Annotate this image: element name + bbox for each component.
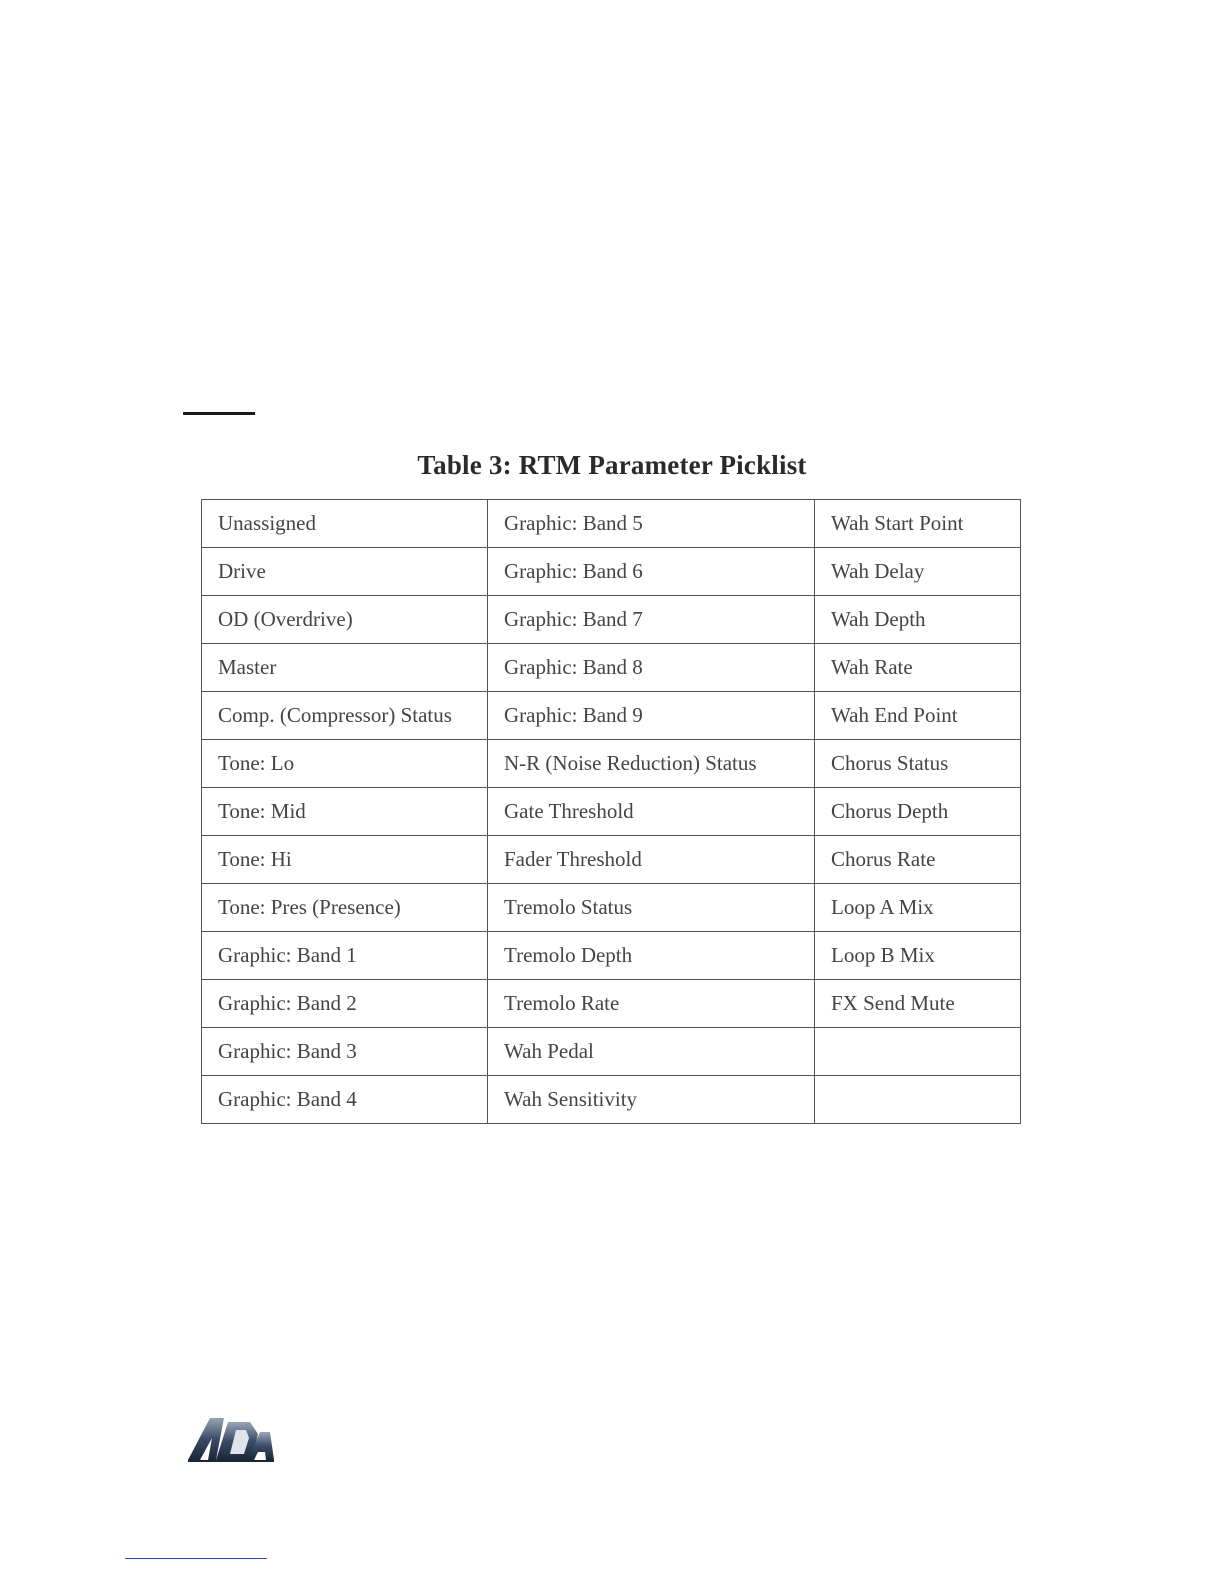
footer-link-underline bbox=[125, 1558, 267, 1559]
table-cell: Graphic: Band 5 bbox=[488, 500, 815, 548]
parameter-picklist-table bbox=[201, 499, 1021, 1124]
table-cell: OD (Overdrive) bbox=[202, 596, 488, 644]
table-cell: Gate Threshold bbox=[488, 788, 815, 836]
table-cell: Comp. (Compressor) Status bbox=[202, 692, 488, 740]
table-cell: N-R (Noise Reduction) Status bbox=[488, 740, 815, 788]
table-cell: Graphic: Band 9 bbox=[488, 692, 815, 740]
table-cell: Graphic: Band 8 bbox=[488, 644, 815, 692]
table-cell: Wah Sensitivity bbox=[488, 1076, 815, 1124]
table-cell: Loop B Mix bbox=[815, 932, 1021, 980]
table-cell: Tremolo Depth bbox=[488, 932, 815, 980]
table-cell: Graphic: Band 4 bbox=[202, 1076, 488, 1124]
table-cell: FX Send Mute bbox=[815, 980, 1021, 1028]
table-cell: Graphic: Band 1 bbox=[202, 932, 488, 980]
table-row bbox=[202, 692, 1021, 740]
ada-logo-icon bbox=[186, 1412, 276, 1462]
table-cell bbox=[815, 1028, 1021, 1076]
table-row bbox=[202, 740, 1021, 788]
table-cell: Chorus Status bbox=[815, 740, 1021, 788]
table-cell: Loop A Mix bbox=[815, 884, 1021, 932]
table-title: Table 3: RTM Parameter Picklist bbox=[417, 450, 807, 480]
table-cell: Tone: Pres (Presence) bbox=[202, 884, 488, 932]
table-cell: Wah Start Point bbox=[815, 500, 1021, 548]
table-cell: Wah End Point bbox=[815, 692, 1021, 740]
table-cell: Wah Depth bbox=[815, 596, 1021, 644]
table-cell bbox=[815, 1076, 1021, 1124]
table-row bbox=[202, 644, 1021, 692]
table-cell: Tremolo Status bbox=[488, 884, 815, 932]
table-cell: Chorus Rate bbox=[815, 836, 1021, 884]
table-cell: Fader Threshold bbox=[488, 836, 815, 884]
table-row bbox=[202, 596, 1021, 644]
table-body bbox=[202, 500, 1021, 1124]
table-cell: Wah Rate bbox=[815, 644, 1021, 692]
table-cell: Wah Pedal bbox=[488, 1028, 815, 1076]
table-row bbox=[202, 980, 1021, 1028]
table-cell: Tone: Lo bbox=[202, 740, 488, 788]
table-cell: Tremolo Rate bbox=[488, 980, 815, 1028]
table-cell: Drive bbox=[202, 548, 488, 596]
table-cell: Chorus Depth bbox=[815, 788, 1021, 836]
table-row bbox=[202, 788, 1021, 836]
section-rule bbox=[183, 412, 255, 415]
table-cell: Tone: Hi bbox=[202, 836, 488, 884]
table-cell: Wah Delay bbox=[815, 548, 1021, 596]
table-row bbox=[202, 836, 1021, 884]
table-cell: Graphic: Band 7 bbox=[488, 596, 815, 644]
table-cell: Tone: Mid bbox=[202, 788, 488, 836]
table-cell: Unassigned bbox=[202, 500, 488, 548]
table-cell: Graphic: Band 6 bbox=[488, 548, 815, 596]
table-row bbox=[202, 500, 1021, 548]
table-row bbox=[202, 932, 1021, 980]
table-row bbox=[202, 884, 1021, 932]
table-row bbox=[202, 1076, 1021, 1124]
table-row bbox=[202, 1028, 1021, 1076]
table-cell: Master bbox=[202, 644, 488, 692]
table-cell: Graphic: Band 2 bbox=[202, 980, 488, 1028]
table-cell: Graphic: Band 3 bbox=[202, 1028, 488, 1076]
table-row bbox=[202, 548, 1021, 596]
